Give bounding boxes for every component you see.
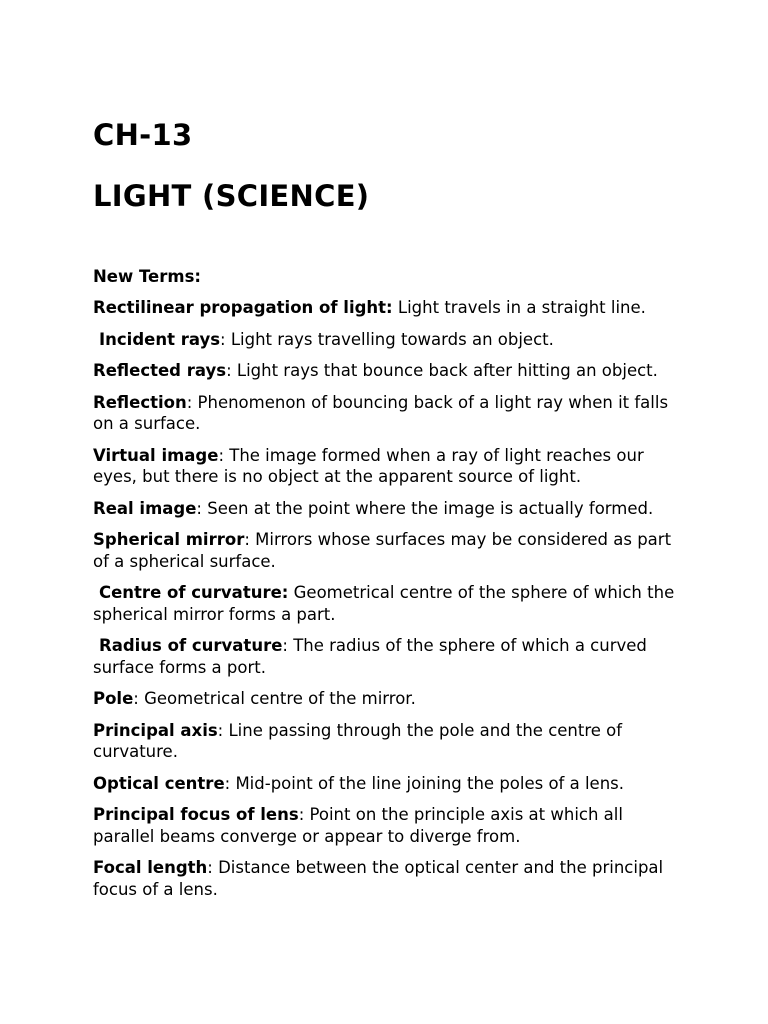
term-name: Principal axis: [93, 720, 218, 740]
term-definition: : Light rays that bounce back after hitting an object.: [226, 361, 658, 380]
term-name: Reflected rays: [93, 361, 227, 380]
term-name: Radius of curvature: [99, 636, 283, 655]
term-definition: : The image formed when a ray of light reaches our eyes, but there is no object at the apparent source of light.: [93, 445, 644, 486]
term-definition: : The radius of the sphere of which a curved surface forms a port.: [93, 636, 647, 677]
term-item: [93, 498, 683, 520]
term-definition: : Distance between the optical center and the principal focus of a lens.: [93, 858, 664, 899]
term-item: [93, 773, 683, 795]
term-definition: : Line passing through the pole and the centre of curvature.: [93, 720, 623, 761]
term-item: [93, 582, 683, 625]
document-page: [93, 116, 683, 910]
term-definition: : Geometrical centre of the mirror.: [133, 689, 416, 708]
term-name: Real image: [93, 498, 197, 518]
term-item: [93, 688, 683, 710]
term-list: [93, 297, 683, 900]
term-definition: : Phenomenon of bouncing back of a light ray when it falls on a surface.: [93, 392, 669, 433]
term-definition: : Mirrors whose surfaces may be considered as part of a spherical surface.: [93, 530, 672, 571]
chapter-title: LIGHT (SCIENCE): [93, 179, 370, 213]
term-name: Optical centre: [93, 773, 225, 793]
term-name: Incident rays: [99, 329, 221, 349]
term-definition: Light travels in a straight line.: [392, 298, 646, 317]
term-name: Centre of curvature:: [99, 583, 289, 602]
term-definition: : Point on the principle axis at which all parallel beams converge or appear to diverge from.: [93, 805, 623, 846]
term-definition: : Seen at the point where the image is actually formed.: [196, 498, 654, 518]
term-name: Focal length: [93, 858, 208, 877]
term-item: [93, 529, 683, 572]
chapter-number: CH-13: [93, 118, 193, 152]
section-heading: New Terms:: [93, 267, 201, 286]
term-item: [93, 857, 683, 900]
term-item: [93, 297, 683, 319]
term-item: [93, 445, 683, 488]
term-item: [93, 392, 683, 435]
term-item: [93, 720, 683, 763]
term-item: [93, 329, 683, 351]
term-name: Pole: [93, 689, 134, 708]
term-name: Rectilinear propagation of light:: [93, 298, 393, 317]
term-name: Spherical mirror: [93, 530, 245, 549]
term-definition: : Mid-point of the line joining the poles of a lens.: [224, 773, 625, 793]
term-name: Reflection: [93, 392, 187, 412]
term-item: [93, 635, 683, 678]
term-item: [93, 804, 683, 847]
term-item: [93, 360, 683, 382]
term-name: Virtual image: [93, 445, 219, 465]
term-definition: Geometrical centre of the sphere of which the spherical mirror forms a part.: [93, 583, 675, 624]
term-definition: : Light rays travelling towards an object.: [220, 329, 554, 349]
term-name: Principal focus of lens: [93, 805, 299, 824]
